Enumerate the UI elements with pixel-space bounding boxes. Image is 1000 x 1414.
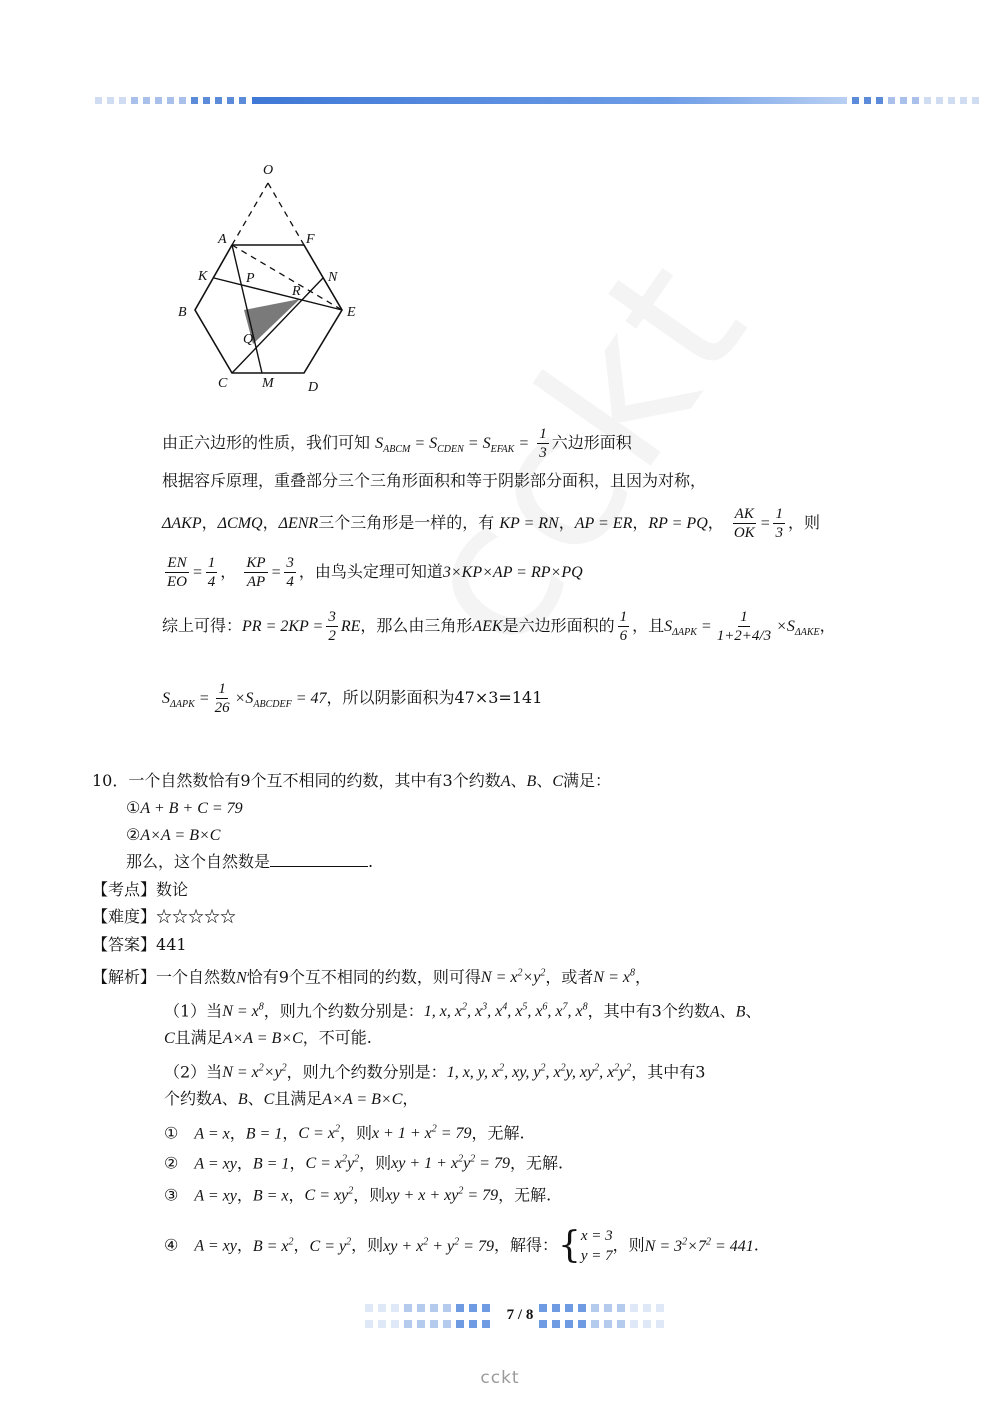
label-N: N	[328, 270, 338, 285]
answer-row: 【答案】441	[92, 935, 187, 954]
label-C: C	[218, 376, 228, 391]
label-K: K	[198, 269, 208, 284]
bottom-watermark: cckt	[480, 1368, 520, 1388]
solution-line-3: ΔAKP，ΔCMQ，ΔENR三个三角形是一样的，有 KP = RN，AP = ER，RP = PQ， $\frac{AK}{OK}$ = $\frac{1}{3}$ ，则	[162, 506, 820, 541]
label-B: B	[178, 305, 187, 320]
label-O: O	[263, 163, 274, 178]
solution-line-6: $S_{\Delta APK}$ = $\frac{1}{26}$ $\times S_{ABCDEF} = 47$，所以阴影面积为47×3=141	[162, 681, 543, 716]
difficulty-row: 【难度】☆☆☆☆☆	[92, 907, 237, 926]
kaodian-row: 【考点】数论	[92, 880, 189, 899]
condition-2: ②A×A = B×C	[126, 825, 221, 844]
solution-line-1: 由正六边形的性质，我们可知 $S_{ABCM} = S_{CDEN} = S_{EFAK}$ = $\frac{1}{3}$ 六边形面积	[162, 426, 632, 461]
label-E: E	[347, 305, 356, 320]
case1-line2: C且满足A×A = B×C，不可能.	[164, 1028, 372, 1047]
label-A: A	[218, 232, 227, 247]
label-R: R	[292, 284, 301, 299]
case2-line2: 个约数A、B、C且满足A×A = B×C，	[164, 1089, 419, 1108]
label-Q: Q	[243, 332, 254, 347]
question-ask: 那么，这个自然数是 .	[126, 852, 374, 871]
hexagon-figure	[160, 155, 380, 400]
analysis-row: 【解析】一个自然数N恰有9个互不相同的约数，则可得$N = x^2\times y^2$，或者$N = x^8$，	[92, 967, 651, 987]
question-stem: 10．一个自然数恰有9个互不相同的约数，其中有3个约数A、B、C满足：	[92, 771, 612, 790]
label-P: P	[246, 271, 255, 286]
subcase-1: ① A = x，B = 1，$C = x^2$，则$x + 1 + x^2 = 79$，无解.	[164, 1123, 525, 1143]
label-D: D	[308, 380, 319, 395]
page-number: 7 / 8	[506, 1307, 534, 1323]
header-decoration-bar	[0, 96, 1000, 106]
condition-1: ①A + B + C = 79	[126, 798, 243, 817]
label-F: F	[306, 232, 315, 247]
case1-line1: （1）当$N = x^8$，则九个约数分别是：1, x, $x^2$, $x^3$, $x^4$, $x^5$, $x^6$, $x^7$, $x^8$，其中有3个约数A、B、	[164, 1001, 762, 1021]
solution-line-2: 根据容斥原理，重叠部分三个三角形面积和等于阴影部分面积，且因为对称，	[162, 471, 707, 490]
solution-line-4: $\frac{EN}{EO}$ = $\frac{1}{4}$ ， $\frac{KP}{AP}$ = $\frac{3}{4}$ ，由鸟头定理可知道3×KP×AP = RP×PQ	[167, 555, 583, 590]
answer-blank	[270, 852, 368, 867]
subcase-3: ③ A = xy，B = x，$C = xy^2$，则xy + $x + xy^2 = 79$，无解.	[164, 1185, 552, 1205]
label-M: M	[262, 376, 274, 391]
subcase-4: ④ A = xy，$B = x^2$，$C = y^2$，则xy + $x^2 + y^2 = 79$，解得： { x = 3 y = 7 ，则$N = 3^2\times 7^2 = 441$.	[164, 1225, 759, 1266]
solution-system: { x = 3 y = 7	[557, 1225, 613, 1266]
solution-line-5: 综上可得：PR = 2KP = $\frac{3}{2}$ RE，那么由三角形AEK是六边形面积的 $\frac{1}{6}$ ，且$S_{\Delta APK}$ = $\frac{1}{1+2+4/3}$ $\times S_{\Delta AKE}$，	[162, 609, 836, 644]
case2-line1: （2）当$N = x^2\times y^2$，则九个约数分别是：1, x, y, $x^2$, xy, $y^2$, $x^2y$, $xy^2$, $x^2y^2$，其中有3	[164, 1062, 706, 1082]
difficulty-stars: ☆☆☆☆☆	[156, 907, 237, 926]
subcase-2: ② A = xy，B = 1，$C = x^2y^2$，则xy + $1 + x^2y^2 = 79$，无解.	[164, 1153, 564, 1173]
